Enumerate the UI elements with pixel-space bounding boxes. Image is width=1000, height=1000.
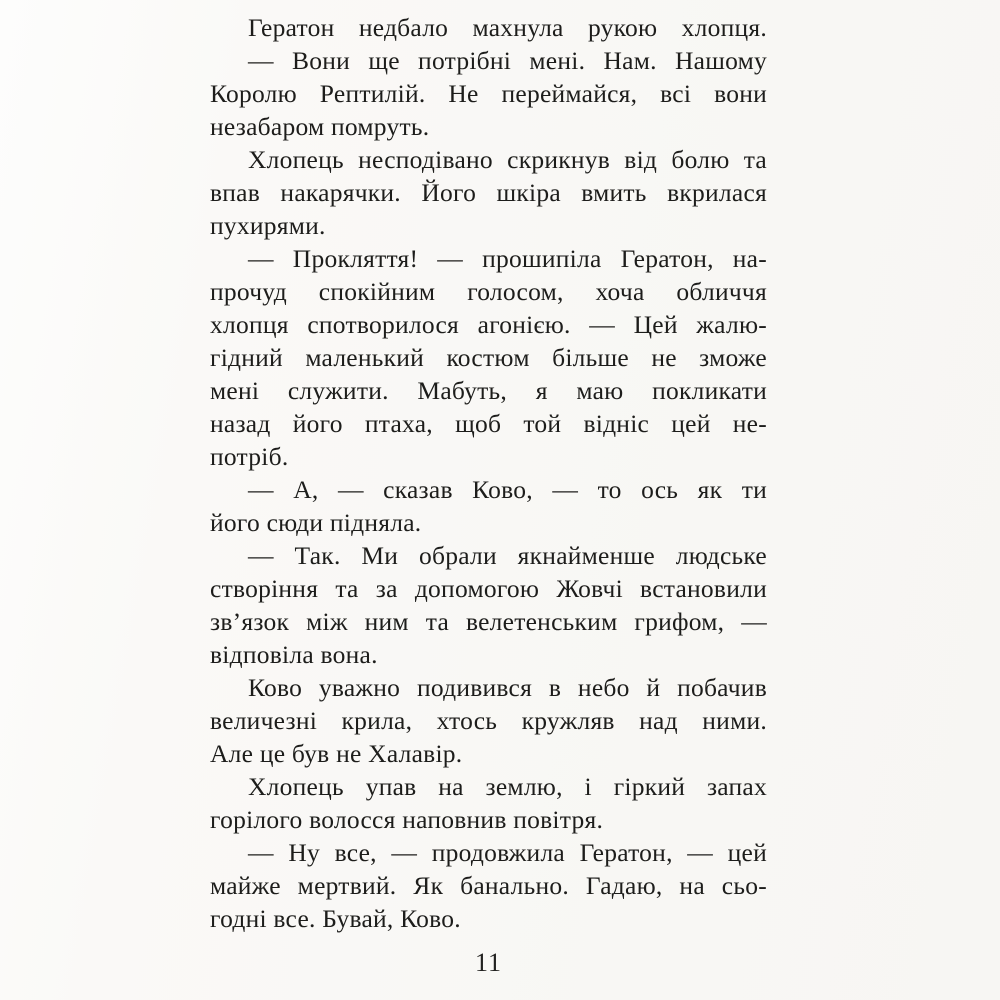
text-line: пухирями. — [210, 211, 326, 240]
text-line: хлопця спотворилося агонією. — Цей жалю- — [210, 310, 767, 339]
paragraph — [210, 11, 767, 44]
page-number: 11 — [474, 948, 503, 977]
text-line: Ково уважно подивився в небо й побачив — [248, 673, 767, 702]
text-line: Хлопець несподівано скрикнув від болю та — [248, 145, 767, 174]
text-block — [210, 11, 767, 935]
text-line: гідний маленький костюм більше не зможе — [210, 343, 767, 372]
text-line: потріб. — [210, 442, 289, 471]
text-line: майже мертвий. Як банально. Гадаю, на сьо- — [210, 871, 767, 900]
text-line: величезні крила, хтось кружляв над ними. — [210, 706, 767, 735]
text-line: Хлопець упав на землю, і гіркий запах — [248, 772, 767, 801]
text-line: — А, — сказав Ково, — то ось як ти — [248, 475, 767, 504]
text-line: — Ну все, — продовжила Гератон, — цей — [248, 838, 767, 867]
text-line: Гератон недбало махнула рукою хлопця. — [248, 13, 767, 42]
text-line: горілого волосся наповнив повітря. — [210, 805, 604, 834]
text-line: зв’язок між ним та велетенським грифом, — — [210, 607, 767, 636]
paragraph — [210, 770, 767, 836]
text-line: створіння та за допомогою Жовчі встановили — [210, 574, 767, 603]
paragraph — [210, 143, 767, 242]
text-line: — Прокляття! — прошипіла Гератон, на- — [248, 244, 767, 273]
text-line: мені служити. Мабуть, я маю покликати — [210, 376, 767, 405]
text-line: Але це був не Халавір. — [210, 739, 463, 768]
text-line: — Так. Ми обрали якнайменше людське — [248, 541, 767, 570]
text-line: Королю Рептилій. Не переймайся, всі вони — [210, 79, 767, 108]
paragraph — [210, 473, 767, 539]
paragraph — [210, 836, 767, 935]
text-line: назад його птаха, щоб той відніс цей не- — [210, 409, 767, 438]
text-line: незабаром помруть. — [210, 112, 430, 141]
paragraph — [210, 242, 767, 473]
text-line: прочуд спокійним голосом, хоча обличчя — [210, 277, 767, 306]
text-line: — Вони ще потрібні мені. Нам. Нашому — [248, 46, 767, 75]
text-line: відповіла вона. — [210, 640, 378, 669]
text-line: його сюди підняла. — [210, 508, 422, 537]
paragraph — [210, 44, 767, 143]
paragraph — [210, 671, 767, 770]
text-line: впав накарячки. Його шкіра вмить вкрилася — [210, 178, 767, 207]
text-line: годні все. Бувай, Ково. — [210, 904, 461, 933]
paragraph — [210, 539, 767, 671]
